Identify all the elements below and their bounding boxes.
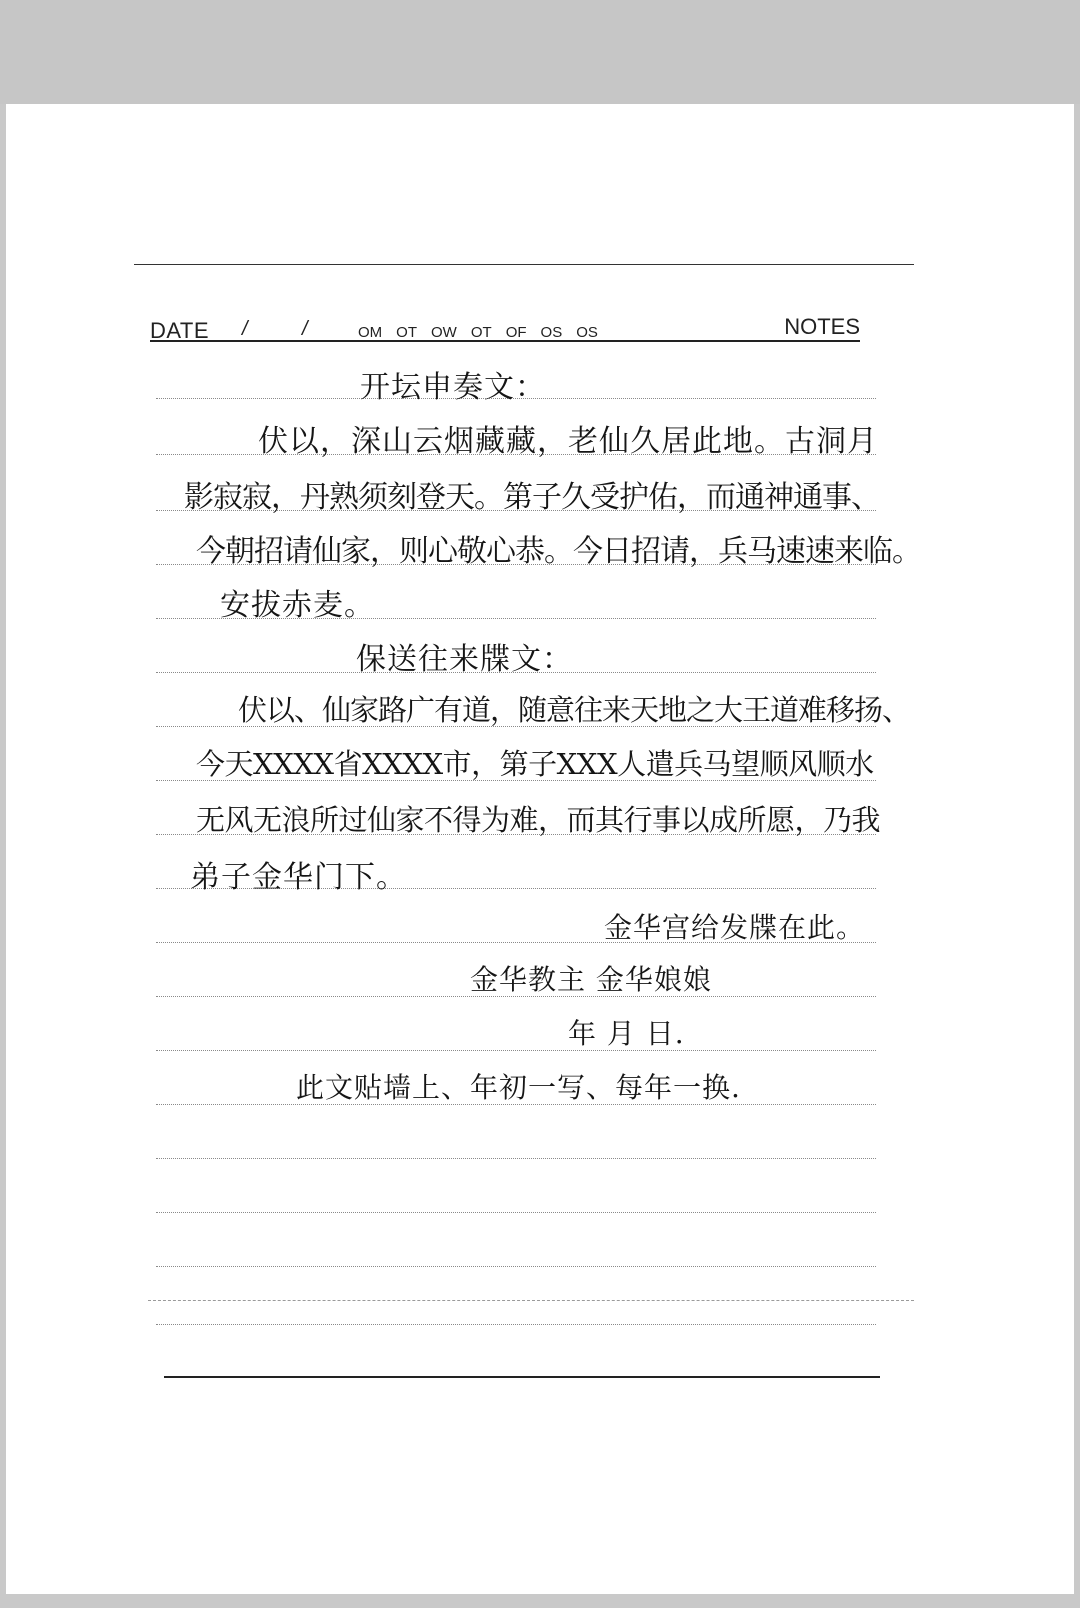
- letter-title-1: 开坛申奏文：: [360, 370, 546, 405]
- letter-para2-line4: 弟子金华门下。: [190, 860, 407, 895]
- ruled-line: [156, 1266, 876, 1267]
- page-top-rule: [134, 264, 914, 265]
- ruled-line: [156, 1324, 876, 1325]
- letter-para1-line4: 安拔赤麦。: [220, 588, 375, 623]
- weekday-wed: OW: [431, 324, 457, 341]
- date-slash: /: [302, 318, 308, 340]
- weekday-checkboxes: [358, 324, 598, 341]
- letter-para1-line2: 影寂寂，丹熟须刻登天。第子久受护佑，而通神通事、: [184, 480, 880, 515]
- letter-para2-line2: 今天XXXX省XXXX市，第子XXX人遣兵马望顺风顺水: [196, 747, 874, 781]
- letter-title-2: 保送往来牒文：: [356, 642, 573, 677]
- ruled-line: [156, 1050, 876, 1051]
- letter-note: 此文贴墙上、年初一写、每年一换.: [296, 1071, 741, 1104]
- letter-para2-line1: 伏以、仙家路广有道，随意往来天地之大王道难移扬、: [238, 693, 911, 727]
- letter-para1-line1: 伏以，深山云烟藏藏，老仙久居此地。古洞月: [258, 424, 878, 459]
- ruled-line-dashed: [148, 1300, 914, 1301]
- weekday-sun: OS: [576, 324, 598, 341]
- weekday-tue: OT: [396, 324, 418, 341]
- notes-label: NOTES: [784, 314, 860, 339]
- page-bottom-rule: [164, 1376, 880, 1378]
- viewer-background-top: [0, 0, 1080, 104]
- weekday-mon: OM: [358, 324, 383, 341]
- letter-date-line: 年 月 日.: [568, 1017, 685, 1050]
- date-label: DATE: [150, 318, 210, 343]
- letter-para1-line3: 今朝招请仙家，则心敬心恭。今日招请，兵马速速来临。: [196, 534, 921, 569]
- weekday-sat: OS: [540, 324, 563, 341]
- ruled-line: [156, 1158, 876, 1159]
- notebook-header: [150, 304, 860, 342]
- weekday-thu: OT: [470, 324, 492, 341]
- letter-para2-line3: 无风无浪所过仙家不得为难，而其行事以成所愿，乃我: [196, 803, 881, 837]
- ruled-line: [156, 1212, 876, 1213]
- date-slash: /: [242, 318, 248, 340]
- letter-signature-1: 金华宫给发牒在此。: [604, 911, 866, 944]
- weekday-fri: OF: [505, 324, 527, 341]
- letter-signature-2: 金华教主 金华娘娘: [470, 963, 712, 996]
